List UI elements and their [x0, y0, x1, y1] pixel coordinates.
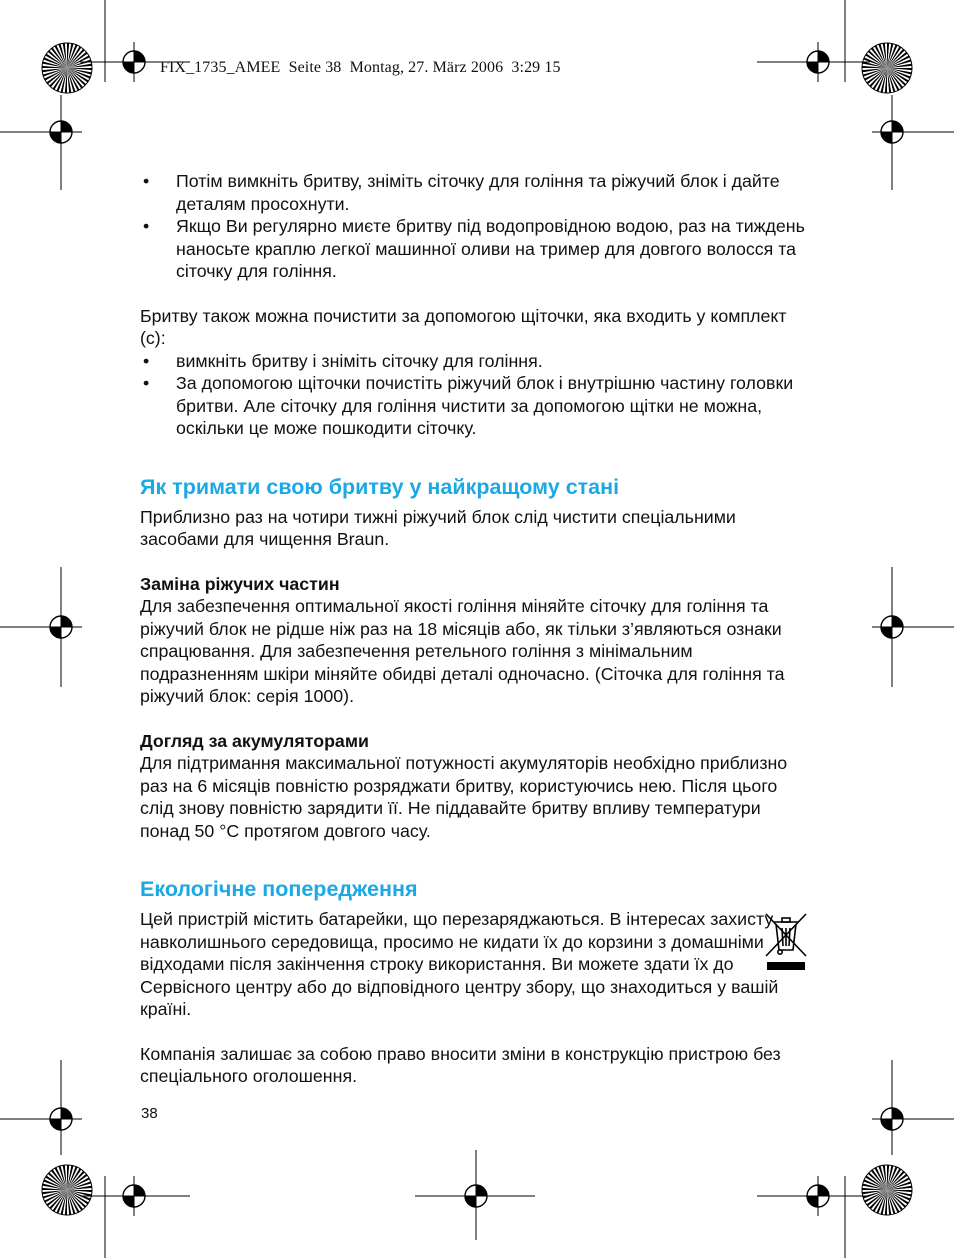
crossed-out-wheelie-bin-icon	[764, 912, 808, 972]
starburst-mark	[862, 1165, 912, 1215]
environment-text: Цей пристрій містить батарейки, що перезаряджаються. В інтересах захисту навколишнього середовища, просимо не кидати їх до корзини з домашніми відходами після закінчення строку використання. Ви можете здати їх до Сервісного центру або до відповідного центру збору, що знаходиться у вашій країні.	[140, 909, 779, 1019]
section-title-environment: Екологічне попередження	[140, 877, 418, 901]
print-header: FIX_1735_AMEE Seite 38 Montag, 27. März 2006 3:29 15	[160, 59, 561, 76]
section-title-care: Як тримати свою бритву у найкращому стані	[140, 474, 620, 499]
subheading-replace-parts: Заміна ріжучих частин	[140, 573, 340, 594]
care-intro: Приблизно раз на чотири тижні ріжучий блок слід чистити спеціальними засобами для чищення Braun.	[140, 506, 736, 549]
environment-block	[140, 908, 810, 1021]
list-item: • Потім вимкніть бритву, зніміть сіточку для гоління та ріжучий блок і дайте деталям просохнути.	[140, 170, 810, 215]
replace-parts-text: Для забезпечення оптимальної якості гоління міняйте сіточку для гоління та ріжучий блок не рідше ніж раз на 18 місяців або, як тільки з’являються ознаки спрацювання. Для забезпечення ретельного гоління з мінімальним подразненням шкіри міняйте обидві деталі одночасно. (Сіточка для гоління та ріжучий блок: серія 1000).	[140, 596, 785, 706]
list-item: • Якщо Ви регулярно миєте бритву під водопровідною водою, раз на тиждень наносьте краплю легкої машинної оливи на тример для довгого волосся та сіточку для гоління.	[140, 215, 810, 283]
brush-intro: Бритву також можна почистити за допомогою щіточки, яка входить у комплект (c):	[140, 305, 787, 348]
starburst-mark	[42, 43, 92, 93]
starburst-mark	[862, 43, 912, 93]
bullet-list-drying	[140, 170, 810, 283]
battery-care-text: Для підтримання максимальної потужності акумуляторів необхідно приблизно раз на 6 місяців повністю розряджати бритву, користуючись нею. Після цього слід знову повністю зарядити її. Не піддавайте бритву впливу температури понад 50 °C протягом довгого часу.	[140, 753, 788, 841]
subheading-battery-care: Догляд за акумуляторами	[140, 730, 369, 751]
page-content	[140, 170, 810, 1088]
bullet-list-brush	[140, 350, 810, 440]
starburst-mark	[42, 1165, 92, 1215]
disclaimer: Компанія залишає за собою право вносити зміни в конструкцію пристрою без спеціального оголошення.	[140, 1043, 781, 1086]
list-item: • За допомогою щіточки почистіть ріжучий блок і внутрішню частину головки бритви. Але сіточку для гоління чистити за допомогою щітки не можна, оскільки це може пошкодити сіточку.	[140, 372, 810, 440]
list-item: • вимкніть бритву і зніміть сіточку для гоління.	[140, 350, 810, 373]
page-number: 38	[141, 1105, 158, 1122]
